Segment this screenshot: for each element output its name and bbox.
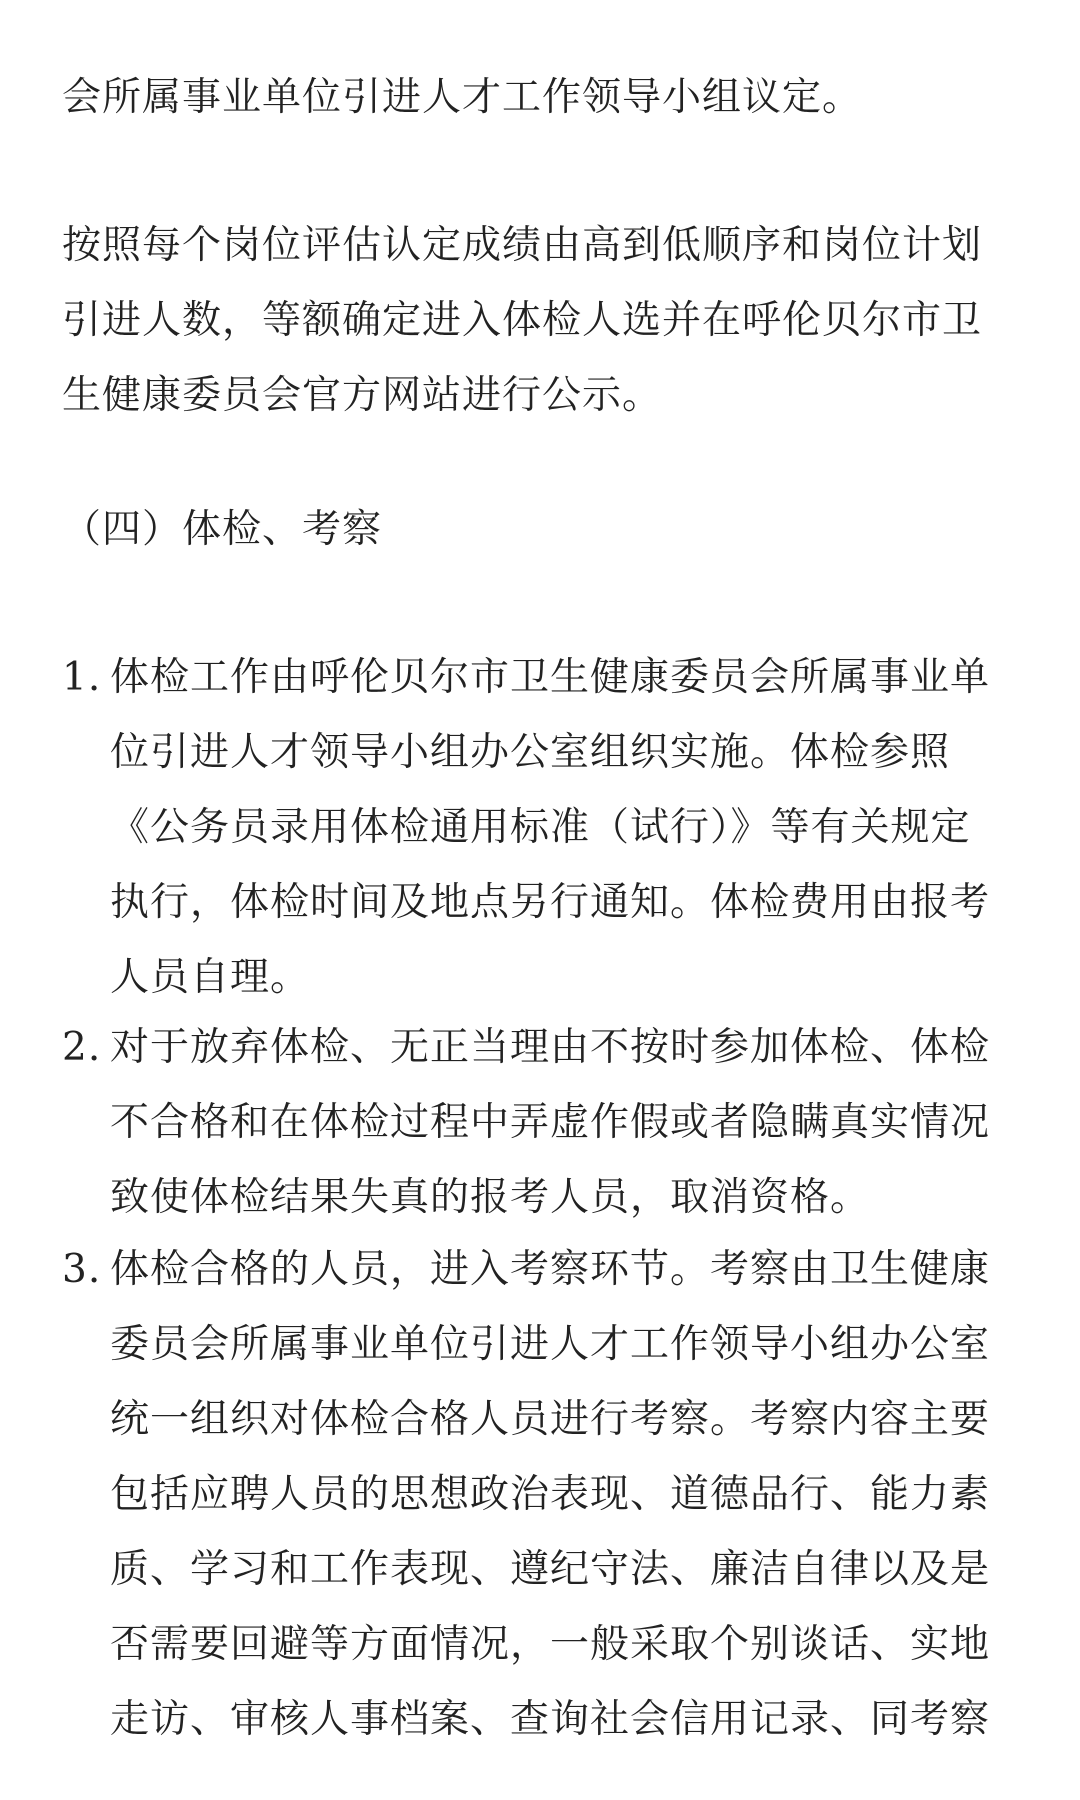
text-line: 委员会所属事业单位引进人才工作领导小组办公室 <box>110 1322 991 1367</box>
text-line: 会所属事业单位引进人才工作领导小组议定。 <box>62 75 863 120</box>
text-line: 位引进人才领导小组办公室组织实施。体检参照 <box>110 730 951 775</box>
text-line: 不合格和在体检过程中弄虚作假或者隐瞒真实情况 <box>110 1100 991 1145</box>
text-line: 按照每个岗位评估认定成绩由高到低顺序和岗位计划 <box>62 223 983 268</box>
list-item-number: 2. <box>62 1025 102 1070</box>
text-line: 统一组织对体检合格人员进行考察。考察内容主要 <box>110 1397 991 1442</box>
text-line: 生健康委员会官方网站进行公示。 <box>62 373 663 418</box>
paragraph-approval <box>62 60 1022 135</box>
text-line: 包括应聘人员的思想政治表现、道德品行、能力素 <box>110 1472 991 1517</box>
text-line: 引进人数，等额确定进入体检人选并在呼伦贝尔市卫 <box>62 298 983 343</box>
text-line: 致使体检结果失真的报考人员，取消资格。 <box>110 1175 871 1220</box>
list-item-text <box>110 640 1022 1015</box>
paragraph-ranking <box>62 208 1022 433</box>
text-line: 质、学习和工作表现、遵纪守法、廉洁自律以及是 <box>110 1547 991 1592</box>
text-line: 否需要回避等方面情况，一般采取个别谈话、实地 <box>110 1622 991 1667</box>
text-line: 人员自理。 <box>110 955 311 1000</box>
text-line: 执行，体检时间及地点另行通知。体检费用由报考 <box>110 880 991 925</box>
text-line: 体检工作由呼伦贝尔市卫生健康委员会所属事业单 <box>110 655 991 700</box>
list-item-number: 1. <box>62 655 102 700</box>
list-item-text <box>110 1010 1022 1235</box>
text-line: 走访、审核人事档案、查询社会信用记录、同考察 <box>110 1697 991 1742</box>
list-item-text <box>110 1232 1022 1757</box>
text-line: 体检合格的人员，进入考察环节。考察由卫生健康 <box>110 1247 991 1292</box>
text-line: 对于放弃体检、无正当理由不按时参加体检、体检 <box>110 1025 991 1070</box>
text-line: 《公务员录用体检通用标准（试行）》等有关规定 <box>110 805 971 850</box>
list-item-number: 3. <box>62 1247 102 1292</box>
section-heading: （四）体检、考察 <box>62 507 383 552</box>
